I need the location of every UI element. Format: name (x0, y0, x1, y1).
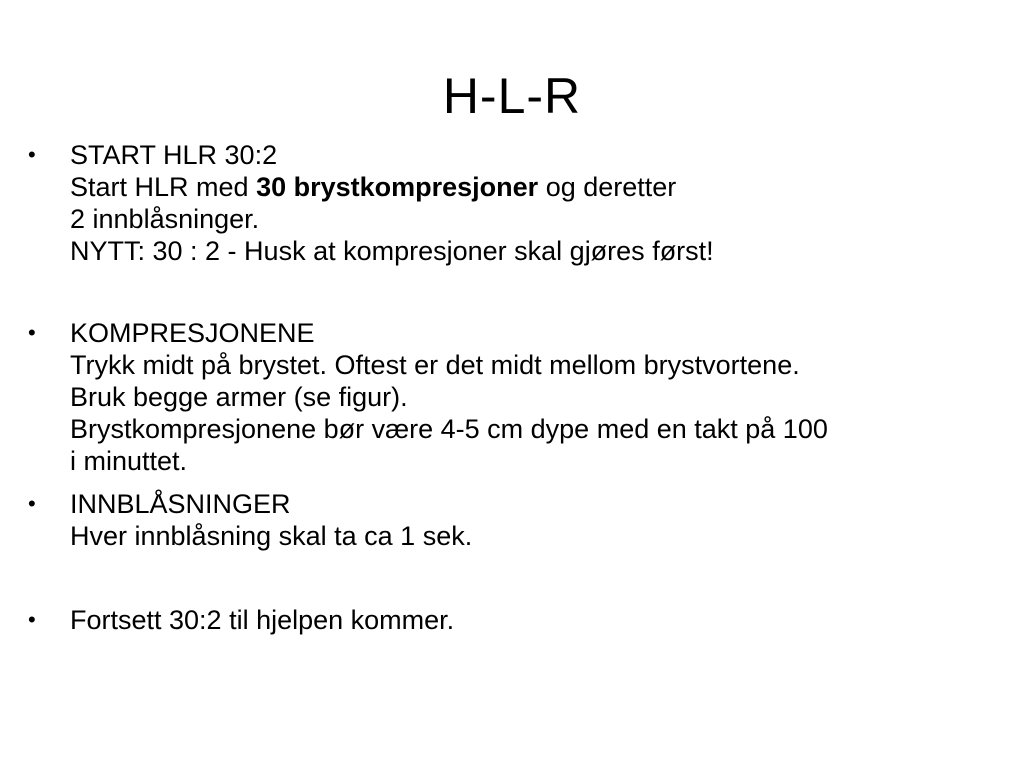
bullet-line: i minuttet. (70, 446, 188, 476)
bullet-innblasninger (28, 488, 988, 552)
bullet-dot-icon: • (28, 491, 36, 516)
bullet-dot-icon: • (28, 142, 36, 167)
bullet-body (70, 317, 988, 477)
bullet-dot-icon: • (28, 320, 36, 345)
bullet-heading: START HLR 30:2 (70, 140, 278, 170)
bullet-line: Hver innblåsning skal ta ca 1 sek. (70, 521, 473, 551)
slide-title: H-L-R (442, 68, 582, 124)
bullet-line: 2 innblåsninger. (70, 204, 260, 234)
bullet-line: NYTT: 30 : 2 - Husk at kompresjoner skal gjøres først! (70, 236, 714, 266)
bullet-line: Trykk midt på brystet. Oftest er det midt mellom brystvortene. (70, 350, 800, 380)
bullet-body (70, 604, 988, 636)
bold-text-segment: 30 brystkompresjoner (256, 172, 539, 202)
text-segment: Start HLR med (70, 172, 257, 202)
bullet-fortsett (28, 604, 988, 636)
bullet-heading: KOMPRESJONENE (70, 318, 315, 348)
bullet-heading: Fortsett 30:2 til hjelpen kommer. (70, 605, 455, 635)
bullet-dot-icon: • (28, 607, 36, 632)
bullet-line: Brystkompresjonene bør være 4-5 cm dype med en takt på 100 (70, 414, 828, 444)
bullet-heading: INNBLÅSNINGER (70, 489, 291, 519)
bullet-start-hlr (28, 139, 988, 267)
text-segment: og deretter (538, 172, 677, 202)
bullet-line: Bruk begge armer (se figur). (70, 382, 408, 412)
bullet-line (70, 171, 988, 203)
bullet-kompresjonene (28, 317, 988, 477)
bullet-body (70, 139, 988, 267)
bullet-body (70, 488, 988, 552)
